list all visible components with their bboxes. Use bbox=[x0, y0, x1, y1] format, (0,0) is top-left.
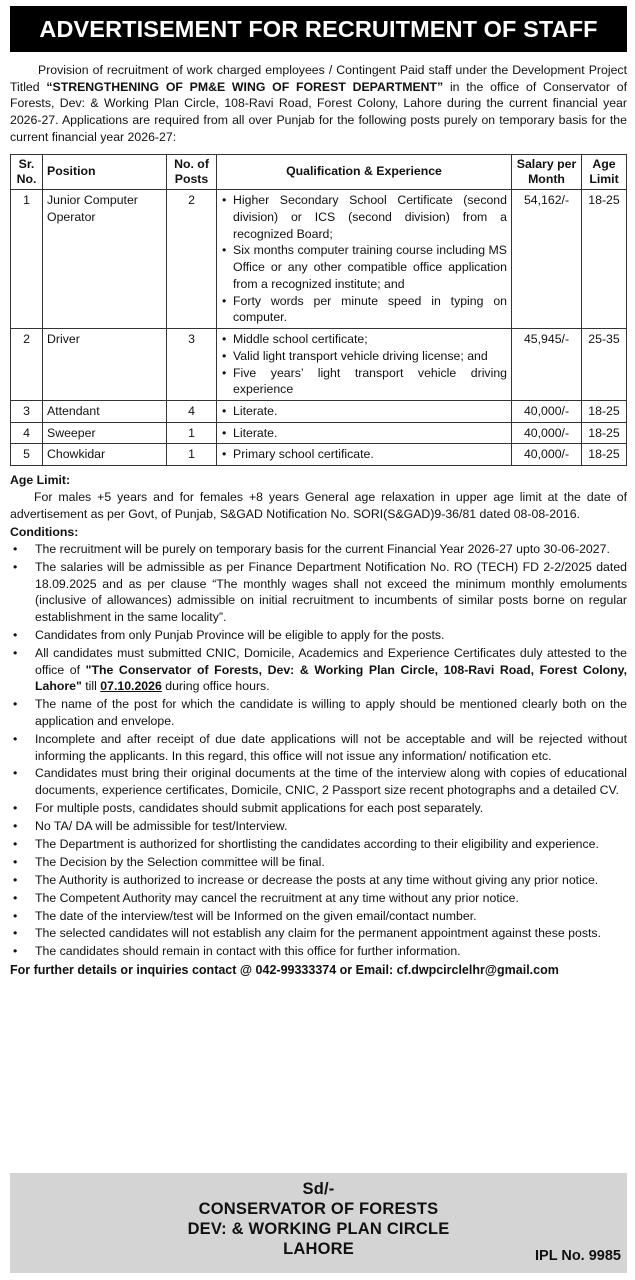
header-salary: Salary per Month bbox=[512, 154, 582, 190]
row-sr: 2 bbox=[11, 329, 43, 401]
ipl-number: IPL No. 9985 bbox=[535, 1248, 621, 1265]
table-row bbox=[11, 422, 627, 444]
row-posts: 4 bbox=[167, 400, 217, 422]
row-qualification bbox=[217, 422, 512, 444]
row-salary: 54,162/- bbox=[512, 190, 582, 329]
header-position: Position bbox=[43, 154, 167, 190]
row-posts: 1 bbox=[167, 422, 217, 444]
condition-item: • Candidates from only Punjab Province will be eligible to apply for the posts. bbox=[10, 627, 627, 644]
conditions-list bbox=[10, 541, 627, 960]
age-limit-heading: Age Limit: bbox=[10, 473, 71, 488]
row-age: 18-25 bbox=[582, 400, 627, 422]
condition-text: till bbox=[81, 679, 101, 694]
row-qualification bbox=[217, 444, 512, 466]
condition-item: • The Decision by the Selection committee will be final. bbox=[10, 854, 627, 871]
office-address: "The Conservator of Forests, Dev: & Working Plan Circle, 108-Ravi Road, Forest Colony, Lahore" bbox=[35, 662, 628, 694]
condition-item: • The recruitment will be purely on temporary basis for the current Financial Year 2026-27 upto 30-06-2027. bbox=[10, 541, 627, 558]
contact-line: For further details or inquiries contact @ 042-99333374 or Email: cf.dwpcirclelhr@gmail.com bbox=[10, 963, 559, 978]
signature-sd: Sd/- bbox=[302, 1180, 335, 1198]
qualification-item: • Valid light transport vehicle driving license; and bbox=[221, 348, 507, 365]
qualification-item: • Six months computer training course including MS Office or any other compatible office application from a recognized institute; and bbox=[221, 242, 507, 292]
intro-text-1: Provision of recruitment of work charged employees / Contingent Paid staff under the Development Project Titled bbox=[10, 63, 627, 94]
row-posts: 1 bbox=[167, 444, 217, 466]
row-salary: 40,000/- bbox=[512, 444, 582, 466]
row-sr: 1 bbox=[11, 190, 43, 329]
condition-item: • For multiple posts, candidates should submit applications for each post separately. bbox=[10, 800, 627, 817]
row-position: Chowkidar bbox=[43, 444, 167, 466]
intro-text-2: in the office of Conservator of Forests, Dev: & Working Plan Circle, 108-Ravi Road, Forest Colony, Lahore during the current financial year 2026-27. Applications are required from all over Punjab for the following posts purely on temporary basis for the current financial year 2026-27: bbox=[10, 79, 627, 144]
qualification-item: • Middle school certificate; bbox=[221, 331, 507, 348]
header-sr: Sr. No. bbox=[11, 154, 43, 190]
header-qualification: Qualification & Experience bbox=[217, 154, 512, 190]
condition-item: • The name of the post for which the candidate is willing to apply should be mentioned clearly both on the application and envelope. bbox=[10, 696, 627, 729]
condition-item: • Candidates must bring their original documents at the time of the interview along with copies of educational documents, experience certificates, Domicile, CNIC, 2 Passport size recent photographs and a detailed CV. bbox=[10, 765, 627, 798]
row-qualification bbox=[217, 190, 512, 329]
row-position: Sweeper bbox=[43, 422, 167, 444]
condition-item: • No TA/ DA will be admissible for test/Interview. bbox=[10, 818, 627, 835]
row-age: 25-35 bbox=[582, 329, 627, 401]
qualification-item: • Literate. bbox=[221, 425, 507, 442]
project-title: “STRENGTHENING OF PM&E WING OF FOREST DEPARTMENT” bbox=[46, 79, 444, 94]
row-salary: 40,000/- bbox=[512, 422, 582, 444]
row-position: Junior Computer Operator bbox=[43, 190, 167, 329]
condition-item: • The salaries will be admissible as per Finance Department Notification No. RO (TECH) FD 2-2/2025 dated 18.09.2025 and as per clause “The monthly wages shall not exceed the minimum monthly emoluments (inclusive of allowances) admissible on initial recruitment to incumbents of similar posts borne on regular establishment in the same locality”. bbox=[10, 559, 627, 626]
header-posts: No. of Posts bbox=[167, 154, 217, 190]
condition-item: • The date of the interview/test will be Informed on the given email/contact number. bbox=[10, 908, 627, 925]
condition-text: All candidates must submitted CNIC, Domicile, Academics and Experience Certificates duly attested to the office of bbox=[35, 645, 627, 677]
qualification-item: • Higher Secondary School Certificate (second division) or ICS (second division) from a recognized Board; bbox=[221, 192, 507, 242]
table-row bbox=[11, 400, 627, 422]
qualification-item: • Primary school certificate. bbox=[221, 446, 507, 463]
condition-item: • The Department is authorized for shortlisting the candidates according to their eligibility and experience. bbox=[10, 836, 627, 853]
header-age: Age Limit bbox=[582, 154, 627, 190]
posts-table bbox=[10, 154, 627, 467]
qualification-item: • Forty words per minute speed in typing on computer. bbox=[221, 293, 507, 326]
signatory-title: CONSERVATOR OF FORESTS bbox=[198, 1200, 439, 1218]
condition-item: • Incomplete and after receipt of due date applications will not be acceptable and will be rejected without informing the applicants. In this regard, this office will not issue any information/ notification etc. bbox=[10, 731, 627, 764]
qualification-item: • Five years’ light transport vehicle driving experience bbox=[221, 365, 507, 398]
signature-block bbox=[10, 1173, 627, 1273]
qualification-item: • Literate. bbox=[221, 403, 507, 420]
row-age: 18-25 bbox=[582, 190, 627, 329]
conditions-heading: Conditions: bbox=[10, 525, 79, 540]
signatory-office: DEV: & WORKING PLAN CIRCLE bbox=[187, 1220, 450, 1238]
table-row bbox=[11, 329, 627, 401]
condition-item: • The candidates should remain in contact with this office for further information. bbox=[10, 943, 627, 960]
page-title: ADVERTISEMENT FOR RECRUITMENT OF STAFF bbox=[10, 6, 627, 52]
row-sr: 4 bbox=[11, 422, 43, 444]
condition-item bbox=[10, 645, 627, 695]
signatory-city: LAHORE bbox=[283, 1240, 354, 1258]
row-sr: 5 bbox=[11, 444, 43, 466]
condition-item: • The Competent Authority may cancel the recruitment at any time without any prior notice. bbox=[10, 890, 627, 907]
table-row bbox=[11, 444, 627, 466]
row-qualification bbox=[217, 329, 512, 401]
due-date: 07.10.2026 bbox=[100, 679, 162, 694]
condition-item: • The Authority is authorized to increase or decrease the posts at any time without giving any prior notice. bbox=[10, 872, 627, 889]
row-sr: 3 bbox=[11, 400, 43, 422]
table-row bbox=[11, 190, 627, 329]
intro-paragraph bbox=[10, 62, 627, 146]
row-posts: 2 bbox=[167, 190, 217, 329]
row-age: 18-25 bbox=[582, 422, 627, 444]
condition-item: • The selected candidates will not establish any claim for the permanent appointment against these posts. bbox=[10, 925, 627, 942]
row-age: 18-25 bbox=[582, 444, 627, 466]
row-position: Attendant bbox=[43, 400, 167, 422]
row-qualification bbox=[217, 400, 512, 422]
age-limit-text: For males +5 years and for females +8 years General age relaxation in upper age limit at the date of advertisement as per Govt, of Punjab, S&GAD Notification No. SORI(S&GAD)9-36/81 dated 08-08-2016. bbox=[10, 489, 627, 521]
row-position: Driver bbox=[43, 329, 167, 401]
row-posts: 3 bbox=[167, 329, 217, 401]
row-salary: 45,945/- bbox=[512, 329, 582, 401]
condition-text: during office hours. bbox=[161, 679, 270, 694]
row-salary: 40,000/- bbox=[512, 400, 582, 422]
table-header-row bbox=[11, 154, 627, 190]
